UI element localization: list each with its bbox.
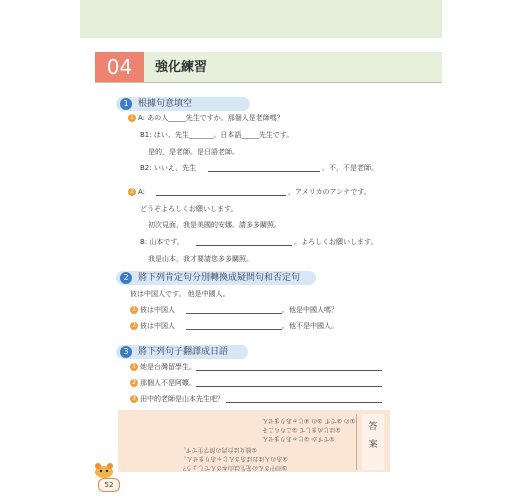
q2-line-a-end: ，アメリカのアンナです。 [288, 188, 371, 196]
s2-q2: 2 彼は中国人 [130, 322, 175, 331]
s3-q1: 1 她是台灣留學生。 [130, 363, 196, 372]
lesson-number: 04 [95, 52, 144, 82]
q1-line-b2-end: 。不，不是老師。 [322, 164, 378, 172]
s2-q2-cn: 。他不是中國人。 [282, 322, 338, 330]
q1-line-b2: B2: いいえ、先生 [140, 164, 197, 172]
section-1-title: 根據句意填空 [138, 99, 193, 109]
s2-q1-cn: 。他是中國人嗎？ [282, 306, 338, 314]
mascot-icon [92, 462, 116, 478]
q2-line-b-end: 。よろしくお願いします。 [294, 238, 378, 246]
answer-divider [356, 414, 357, 470]
answer-line-3: ①ですか ②じゃありません [262, 435, 335, 442]
bullet-icon: 2 [130, 379, 138, 387]
s3-q2: 2 那個人不是阿嬤。 [130, 379, 196, 388]
section-3-number: 3 [120, 346, 132, 358]
page-number: 52 [98, 478, 120, 492]
answer-line-6: ③田中さんの先生は山本さんでしょう？ [180, 464, 288, 471]
answer-line[interactable] [226, 402, 382, 403]
answer-line[interactable] [196, 245, 292, 246]
section-1-number: 1 [120, 98, 132, 110]
q1-line-a: 1 A: あの人_____先生ですか。那個人是老師嗎？ [128, 114, 284, 123]
bullet-icon: 1 [130, 306, 138, 314]
q2-line-a-cn: 初次見面，我是美國的安娜。請多多關照。 [148, 221, 281, 229]
bullet-icon: 2 [130, 322, 138, 330]
q2-line-a: 2 A: [128, 188, 145, 197]
bullet-icon: 2 [128, 188, 136, 196]
section-1-header [116, 97, 250, 111]
answer-line-1: ①の ②です ③の ④じゃありません [262, 417, 356, 424]
q2-line-b: B: 山本です。 [140, 238, 184, 246]
q1-line-b1-cn: 是的，是老師。是日語老師。 [148, 148, 239, 156]
answer-line-5: ②あの人はおばあさんじゃありません。 [180, 455, 288, 462]
s2-q1: 1 彼は中国人 [130, 306, 175, 315]
answer-label: 答案 [362, 414, 384, 470]
q2-line-b-cn: 我是山本，我才要請您多多關照。 [148, 255, 253, 263]
section-3-title: 將下列句子翻譯成日語 [138, 347, 229, 357]
answer-line[interactable] [186, 313, 282, 314]
section-2-number: 2 [120, 272, 132, 284]
answer-line[interactable] [196, 386, 382, 387]
answer-line-4: ①彼女は台湾の留学生です。 [180, 446, 257, 453]
section-2-title: 將下列肯定句分別轉換成疑問句和否定句 [138, 273, 301, 283]
q1-line-b1: B1: はい、先生_______。日本語_____先生です。 [140, 131, 294, 139]
q2-line-a2: どうぞよろしくお願いします。 [140, 205, 238, 213]
answer-line[interactable] [196, 370, 382, 371]
answer-line[interactable] [156, 195, 286, 196]
top-color-band [80, 0, 442, 38]
section-2-example: 彼は中国人です。 他是中國人。 [130, 290, 230, 298]
s3-q3: 3 田中的老師是山本先生吧？ [130, 395, 224, 404]
answer-line-2: ①はじめまして ②こちらこそ [262, 426, 341, 433]
answer-line[interactable] [208, 171, 320, 172]
section-2-header [116, 271, 316, 285]
answer-line[interactable] [186, 329, 282, 330]
bullet-icon: 1 [130, 363, 138, 371]
bullet-icon: 3 [130, 395, 138, 403]
bullet-icon: 1 [128, 114, 136, 122]
page-title: 強化練習 [155, 60, 208, 75]
section-3-header [116, 345, 248, 359]
header-divider [95, 82, 442, 83]
